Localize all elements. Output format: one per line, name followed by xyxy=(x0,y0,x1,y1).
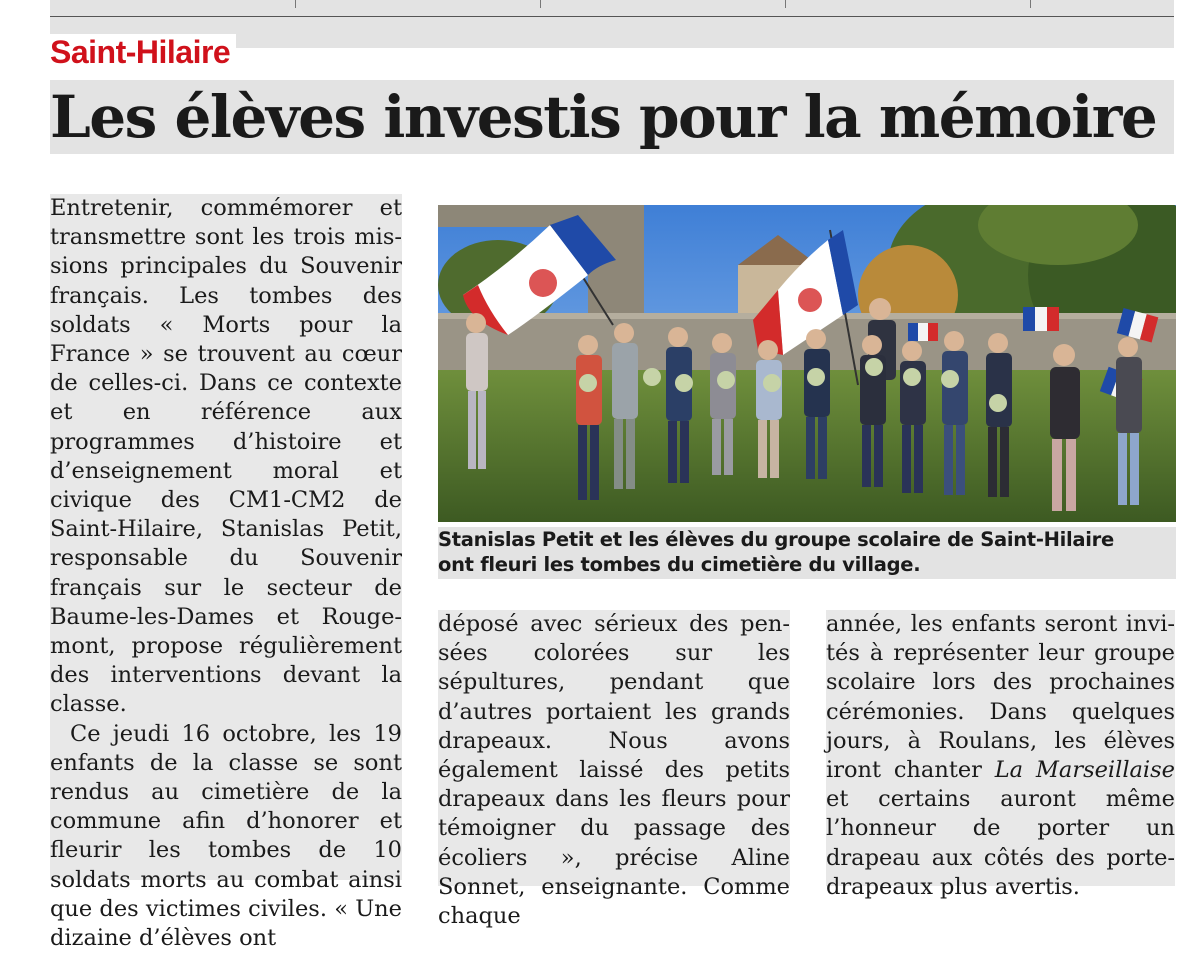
headline-band xyxy=(50,80,1174,154)
caption-line-2: ont fleuri les tombes du cimetière du village. xyxy=(438,553,921,576)
top-rule-line xyxy=(50,16,1174,17)
caption-line-1: Stanislas Petit et les élèves du groupe scolaire de Saint-Hilaire xyxy=(438,528,1114,551)
photo-illustration xyxy=(438,205,1176,522)
article-column-2 xyxy=(438,610,790,930)
article-column-3 xyxy=(826,610,1175,900)
article-photo xyxy=(438,205,1176,522)
headline: Les élèves investis pour la mémoire xyxy=(50,83,1157,151)
paragraph-4 xyxy=(826,610,1175,902)
column-tick xyxy=(1030,0,1031,8)
column-tick xyxy=(295,0,296,8)
paragraph-1: Entretenir, commémorer et transmettre sont les trois missions principales du Souvenir français. Les tombes des soldats « Morts pour la France » se trouvent au cœur de celles-ci. Dans ce contexte et en référence aux programmes d’histoire et d’enseignement moral et civique des CM1-CM2 de Saint-Hilaire, Stanislas Petit, responsable du Souvenir français sur le secteur de Baume-les-Dames et Rougemont, propose régulièrement des interventions devant la classe. xyxy=(50,195,402,718)
paragraph-4-start: année, les enfants seront invités à représenter leur groupe scolaire lors des prochaines cérémonies. Dans quelques jours, à Roulans, les élèves iront chanter xyxy=(826,611,1175,784)
photo-caption xyxy=(438,527,1176,579)
song-title: La Marseillaise xyxy=(994,757,1175,784)
section-kicker: Saint-Hilaire xyxy=(50,34,236,71)
column-tick xyxy=(540,0,541,8)
paragraph-4-end: et certains auront même l’honneur de porter un drapeau aux côtés des porte-drapeaux plus avertis. xyxy=(826,786,1175,900)
article-column-1 xyxy=(50,194,402,952)
paragraph-2: Ce jeudi 16 octobre, les 19 enfants de la classe se sont rendus au cimetière de la commune afin d’honorer et fleurir les tombes de 10 soldats morts au combat ainsi que des victimes civiles. « Une dizaine d’élèves ont xyxy=(50,720,402,952)
paragraph-3: déposé avec sérieux des pensées colorées sur les sépultures, pendant que d’autres portaient les grands drapeaux. Nous avons également laissé des petits drapeaux dans les fleurs pour témoigner du passage des écoliers », précise Aline Sonnet, enseignante. Comme chaque xyxy=(438,611,790,930)
column-tick xyxy=(785,0,786,8)
